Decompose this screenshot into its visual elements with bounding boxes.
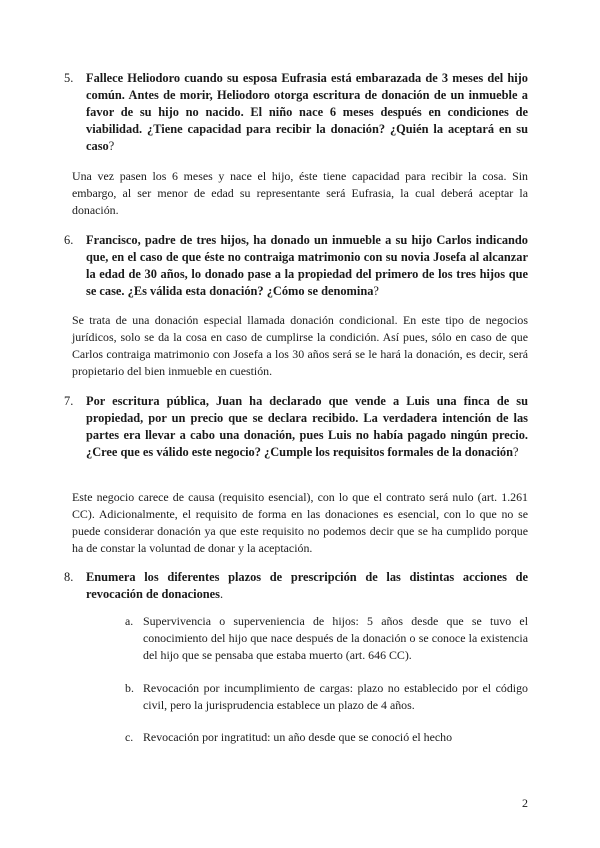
list-item-c bbox=[125, 729, 528, 746]
list-item-letter: c. bbox=[125, 730, 134, 744]
answer-7: Este negocio carece de causa (requisito esencial), con lo que el contrato será nulo (art. 1.261 CC). Adicionalmente, el requisito de forma en las donaciones es esencial, con lo que no se puede considerar donación ya que este requisito no podemos decir que se ha cumplido porque ha de constar la voluntad de donar y la aceptación. bbox=[72, 490, 528, 555]
list-item-letter: a. bbox=[125, 614, 134, 628]
question-text: Fallece Heliodoro cuando su esposa Eufrasia está embarazada de 3 meses del hijo común. Antes de morir, Heliodoro otorga escritura de donación de un inmueble a favor de su hijo no nacido. El niño nace 6 meses después en condiciones de viabilidad. ¿Tiene capacidad para recibir la donación? ¿Quién la aceptará en su caso bbox=[86, 71, 528, 153]
question-text: Francisco, padre de tres hijos, ha donado un inmueble a su hijo Carlos indicando que, en el caso de que éste no contraiga matrimonio con su novia Josefa al alcanzar la edad de 30 años, lo donado pase a la propiedad del primero de los tres hijos que se case. ¿Es válida esta donación? ¿Cómo se denomina bbox=[86, 233, 528, 298]
list-item-letter: b. bbox=[125, 681, 134, 695]
question-number: 7. bbox=[64, 394, 74, 408]
answer-5: Una vez pasen los 6 meses y nace el hijo, éste tiene capacidad para recibir la cosa. Sin embargo, al ser menor de edad su representante será Eufrasia, la cual deberá aceptar la donación. bbox=[72, 169, 528, 217]
list-item-b bbox=[125, 680, 528, 714]
question-tail: . bbox=[220, 587, 224, 601]
list-item-a bbox=[125, 613, 528, 664]
question-tail: ? bbox=[513, 445, 519, 459]
page-number: 2 bbox=[522, 796, 528, 810]
question-8 bbox=[64, 569, 528, 603]
list-item-text: Supervivencia o superveniencia de hijos: 5 años desde que se tuvo el conocimiento del hijo que nace después de la donación o se conoce la existencia del hijo que se pensaba que estaba muerto (art. 646 CC). bbox=[143, 614, 528, 662]
question-tail: ? bbox=[373, 284, 379, 298]
question-number: 5. bbox=[64, 71, 74, 85]
question-6 bbox=[64, 232, 528, 300]
question-7 bbox=[64, 393, 528, 461]
question-text: Por escritura pública, Juan ha declarado que vende a Luis una finca de su propiedad, por un precio que se declara recibido. La verdadera intención de las partes era llevar a cabo una donación, pues Luis no había pagado ningún precio. ¿Cree que es válido este negocio? ¿Cumple los requisitos formales de la donación bbox=[86, 394, 528, 459]
question-number: 6. bbox=[64, 233, 74, 247]
question-5 bbox=[64, 70, 528, 155]
list-item-text: Revocación por incumplimiento de cargas: plazo no establecido por el código civil, pero la jurisprudencia establece un plazo de 4 años. bbox=[143, 681, 528, 712]
answer-6: Se trata de una donación especial llamada donación condicional. En este tipo de negocios jurídicos, solo se da la cosa en caso de cumplirse la condición. Así pues, sólo en caso de que Carlos contraiga matrimonio con Josefa a los 30 años será se le hará la donación, es decir, será propietario del bien inmueble en cuestión. bbox=[72, 313, 528, 378]
list-item-text: Revocación por ingratitud: un año desde que se conoció el hecho bbox=[143, 730, 453, 744]
question-text: Enumera los diferentes plazos de prescripción de las distintas acciones de revocación de donaciones bbox=[86, 570, 528, 601]
question-number: 8. bbox=[64, 570, 74, 584]
question-tail: ? bbox=[108, 139, 115, 153]
